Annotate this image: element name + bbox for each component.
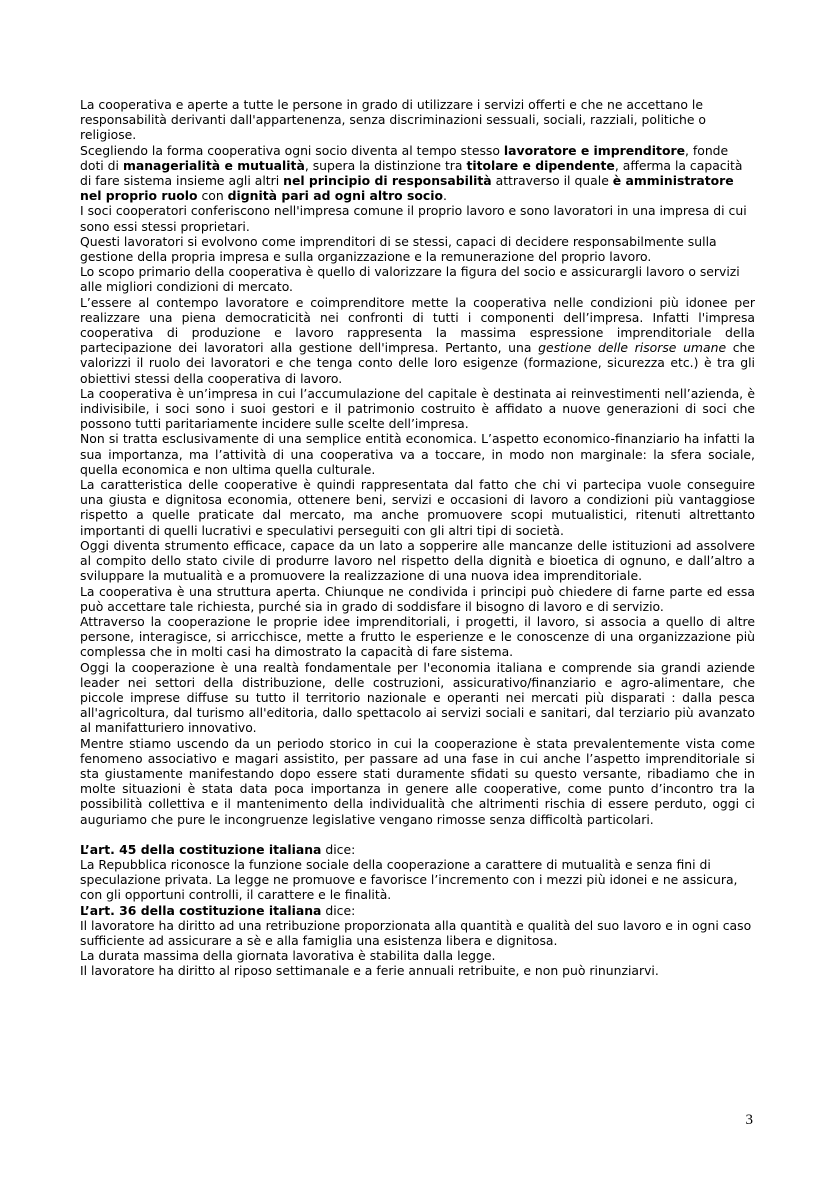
text-run: , supera la distinzione tra — [304, 157, 467, 173]
text-run: dice: — [321, 902, 356, 918]
bold-text: L’art. 45 della costituzione italiana — [80, 841, 322, 857]
text-run: con — [197, 188, 228, 204]
text-run: La cooperativa e aperte a tutte le persone in grado di utilizzare i servizi offerti e che ne accettano le responsabilità derivanti dall'appartenenza, senza discriminazioni sessuali, sociali, razziali, politiche o religiose. — [80, 97, 706, 143]
text-run: Mentre stiamo uscendo da un periodo storico in cui la cooperazione è stata prevalentemente vista come fenomeno associativo e magari assistito, per passare ad una fase in cui anche l’aspetto imprenditoriale si sta giustamente manifestando dopo essere stati duramente sfidati su questo versante, ribadiamo che in molte situazioni è stata data poca importanza in genere alle cooperative, come punto d’incontro tra la possibilità collettiva e il mantenimento della individualità che altrimenti rischia di essere perduto, oggi ci auguriamo che pure le incongruenze legislative vengano rimosse senza difficoltà particolari. — [80, 735, 755, 827]
paragraph — [80, 538, 755, 584]
bold-text: dignità pari ad ogni altro socio — [227, 188, 443, 204]
text-run: La cooperativa è una struttura aperta. Chiunque ne condivida i principi può chiedere di farne parte ed essa può accettare tale richiesta, purché sia in grado di soddisfare il bisogno di lavoro e di servizio. — [80, 583, 755, 614]
paragraph — [80, 295, 755, 386]
text-run: che valorizzi il ruolo dei lavoratori e che tenga conto delle loro esigenze (formazione, sicurezza etc.) è tra gli obiettivi stessi della cooperativa di lavoro. — [80, 340, 756, 386]
text-run: , afferma la capacità di fare sistema insieme agli altri — [80, 157, 743, 189]
text-run: Lo scopo primario della cooperativa è quello di valorizzare la figura del socio e assicurargli lavoro o servizi alle migliori condizioni di mercato. — [80, 264, 740, 295]
paragraph — [80, 234, 755, 264]
text-run: I soci cooperatori conferiscono nell'impresa comune il proprio lavoro e sono lavoratori in una impresa di cui sono essi stessi proprietari. — [80, 203, 747, 234]
paragraph — [80, 431, 755, 477]
paragraph — [80, 264, 755, 294]
italic-text: gestione delle risorse umane — [538, 340, 727, 356]
text-run: L’essere al contempo lavoratore e coimprenditore mette la cooperativa nelle condizioni più idonee per realizzare una piena democraticità nei confronti di tutti i componenti dell’impresa. Infatti l'impresa cooperativa di produzione e lavoro rappresenta la massima espressione imprenditoriale della partecipazione dei lavoratori alla gestione dell'impresa. Pertanto, una — [80, 294, 755, 356]
text-run: Scegliendo la forma cooperativa ogni socio diventa al tempo stesso — [80, 142, 504, 158]
paragraph — [80, 477, 755, 538]
paragraph — [80, 857, 755, 903]
document-body — [80, 97, 755, 979]
text-run: Attraverso la cooperazione le proprie idee imprenditoriali, i progetti, il lavoro, si associa a quello di altre persone, interagisce, si arricchisce, mette a frutto le esperienze e le conoscenze di una organizzazione più complessa che in molti casi ha dimostrato la capacità di fare sistema. — [80, 613, 755, 660]
paragraph-spacer — [80, 827, 755, 842]
text-run: , fonde doti di — [80, 142, 729, 173]
text-run: dice: — [321, 841, 356, 857]
bold-text: lavoratore e imprenditore — [503, 142, 685, 158]
text-run: attraverso il quale — [491, 173, 613, 189]
paragraph — [80, 143, 755, 204]
text-run: Il lavoratore ha diritto al riposo settimanale e a ferie annuali retribuite, e non può rinunziarvi. — [80, 963, 659, 979]
text-run: Oggi la cooperazione è una realtà fondamentale per l'economia italiana e comprende sia grandi aziende leader nei settori della distribuzione, delle costruzioni, assicurativo/finanziario e agro-alimentare, che piccole imprese diffuse su tutto il territorio nazionale e operanti nei mercati più disparati : dalla pesca all'agricoltura, dal turismo all'editoria, dallo spettacolo ai servizi sociali e sanitari, dal terziario più avanzato al manifatturiero innovativo. — [80, 659, 755, 736]
page-number: 3 — [745, 1112, 753, 1128]
text-run: Non si tratta esclusivamente di una semplice entità economica. L’aspetto economico-finanziario ha infatti la sua importanza, ma l’attività di una cooperativa va a toccare, in modo non marginale: la sfera sociale, quella economica e non ultima quella culturale. — [80, 431, 755, 477]
text-run: La durata massima della giornata lavorativa è stabilita dalla legge. — [80, 948, 496, 964]
paragraph — [80, 736, 755, 827]
text-run: La Repubblica riconosce la funzione sociale della cooperazione a carattere di mutualità e senza fini di speculazione privata. La legge ne promuove e favorisce l’incremento con i mezzi più idonei e ne assicura, con gli opportuni controlli, il carattere e le finalità. — [80, 856, 738, 903]
text-run: . — [443, 188, 447, 204]
paragraph — [80, 918, 755, 948]
bold-text: è amministratore nel proprio ruolo — [80, 173, 734, 204]
bold-text: L’art. 36 della costituzione italiana — [80, 902, 322, 918]
paragraph — [80, 660, 755, 736]
paragraph — [80, 614, 755, 660]
text-run: Questi lavoratori si evolvono come imprenditori di se stessi, capaci di decidere responsabilmente sulla gestione della propria impresa e sulla organizzazione e la remunerazione del proprio lavoro. — [80, 233, 717, 265]
paragraph — [80, 842, 755, 857]
paragraph — [80, 948, 755, 963]
paragraph — [80, 903, 755, 918]
text-run: La caratteristica delle cooperative è quindi rappresentata dal fatto che chi vi partecipa vuole conseguire una giusta e dignitosa economia, ottenere beni, servizi e occasioni di lavoro a condizioni più vantaggiose rispetto a quelle praticate dal mercato, ma anche promuovere scopi mutualistici, ritenuti altrettanto importanti di quelli lucrativi e speculativi perseguiti con gli altri tipi di società. — [80, 477, 755, 538]
bold-text: nel principio di responsabilità — [283, 173, 492, 189]
paragraph — [80, 386, 755, 432]
paragraph — [80, 584, 755, 614]
bold-text: titolare e dipendente — [466, 157, 615, 173]
bold-text: managerialità e mutualità — [122, 157, 305, 173]
paragraph — [80, 963, 755, 978]
text-run: Oggi diventa strumento efficace, capace da un lato a sopperire alle mancanze delle istituzioni ad assolvere al compito dello stato civile di produrre lavoro nel rispetto della dignità e bioetica di ognuno, e dall’altro a sviluppare la mutualità e a promuovere la realizzazione di una nuova idea imprenditoriale. — [80, 537, 755, 584]
text-run: La cooperativa è un’impresa in cui l’accumulazione del capitale è destinata ai reinvestimenti nell’azienda, è indivisibile, i soci sono i suoi gestori e il patrimonio costruito è affidato a nuove generazioni di soci che possono tutti paritariamente incidere sulle scelte dell’impresa. — [80, 385, 755, 432]
text-run: Il lavoratore ha diritto ad una retribuzione proporzionata alla quantità e qualità del suo lavoro e in ogni caso sufficiente ad assicurare a sè e alla famiglia una esistenza libera e dignitosa. — [80, 917, 752, 948]
paragraph — [80, 203, 755, 233]
paragraph — [80, 97, 755, 143]
